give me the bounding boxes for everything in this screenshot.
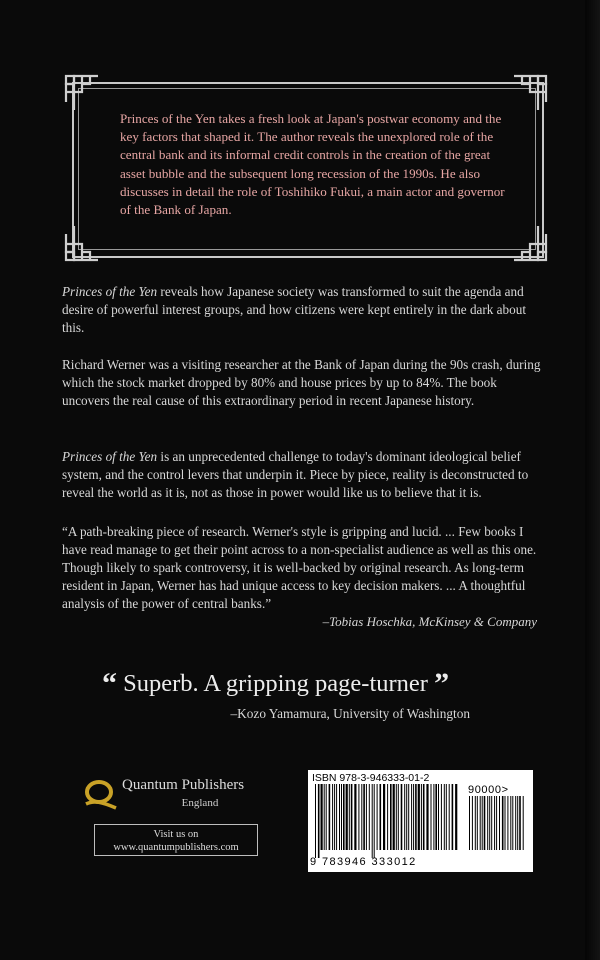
barcode-bar — [406, 784, 407, 850]
pull-quote — [102, 669, 522, 699]
barcode-bar — [334, 784, 335, 850]
barcode-bar — [349, 784, 350, 850]
barcode-bar — [393, 784, 395, 850]
barcode-bar — [377, 784, 378, 850]
spine-edge — [585, 0, 600, 960]
barcode-bar — [452, 784, 454, 850]
isbn-barcode — [308, 770, 533, 872]
paragraph-3-text: is an unprecedented challenge to today's dominant ideological belief system, and the control levers that underpin it. Piece by piece, reality is deconstructed to reveal the world as it is, not as those in power would like us to believe that it is. — [62, 449, 529, 500]
close-quote-mark: ” — [434, 667, 450, 700]
frame-corner-ornament-icon — [510, 72, 550, 112]
barcode-bar — [496, 796, 497, 850]
barcode-bar — [421, 784, 422, 850]
barcode-bar — [390, 784, 392, 850]
barcode-bar — [487, 796, 488, 850]
barcode-bar — [515, 796, 516, 850]
barcode-bar — [426, 784, 428, 850]
barcode-bar — [321, 784, 323, 850]
barcode-bar — [380, 784, 382, 850]
frame-corner-ornament-icon — [62, 72, 102, 112]
barcode-bar — [354, 784, 356, 850]
publisher-website-box[interactable] — [94, 824, 258, 856]
barcode-bar — [455, 784, 457, 850]
barcode-bar — [523, 796, 524, 850]
review-quote: “A path-breaking piece of research. Werner's style is gripping and lucid. ... Few books I have read manage to get their point across to a non-specialist audience as well as this one. Though likely to spark controversy, it is well-backed by original research. As long-term resident in Japan, Werner has had unique access to key decision makers. ... A thoughtful analysis of the power of central banks.” — [62, 524, 537, 611]
frame-corner-ornament-icon — [62, 224, 102, 264]
paragraph-3 — [62, 448, 546, 502]
barcode-bar — [512, 796, 513, 850]
barcode-bar — [491, 796, 492, 850]
paragraph-1-text: reveals how Japanese society was transformed to suit the agenda and desire of powerful interest groups, and how citizens were kept entirely in the dark about this. — [62, 284, 526, 335]
pull-quote-attribution: –Kozo Yamamura, University of Washington — [230, 706, 470, 721]
paragraph-1 — [62, 283, 546, 337]
barcode-bar — [431, 784, 432, 850]
book-title-italic: Princes of the Yen — [62, 284, 158, 299]
barcode-bar — [499, 796, 500, 850]
barcode-bar — [469, 796, 470, 850]
open-quote-mark: “ — [102, 667, 117, 700]
barcode-bar — [494, 796, 495, 850]
barcode-bar — [435, 784, 437, 850]
paragraph-2: Richard Werner was a visiting researcher at the Bank of Japan during the 90s crash, during which the stock market dropped by 80% and house prices by up to 84%. The book uncovers the real cause of this extraordinary period in recent Japanese history. — [62, 357, 541, 408]
barcode-bar — [369, 784, 370, 850]
barcode-bar — [423, 784, 425, 850]
barcode-bar — [441, 784, 442, 850]
framed-blurb: Princes of the Yen takes a fresh look at Japan's postwar economy and the key factors that shaped it. The author reveals the unexplored role of the central bank and its informal credit controls in the creation of the great asset bubble and the subsequent long recession of the 1990s. He also discusses in detail the role of Toshihiko Fukui, a main actor and governor of the Bank of Japan. — [120, 111, 505, 218]
barcode-bar — [411, 784, 412, 850]
frame-corner-ornament-icon — [510, 224, 550, 264]
barcode-bar — [343, 784, 345, 850]
barcode-bar — [489, 796, 490, 850]
barcode-bar — [415, 784, 417, 850]
barcode-bar — [396, 784, 397, 850]
barcode-bar — [519, 796, 521, 850]
barcode-bar — [358, 784, 359, 850]
barcode-bar — [315, 784, 316, 858]
barcode-bar — [387, 784, 388, 850]
ean-digits: 9 783946 333012 — [310, 856, 417, 868]
barcode-bar — [472, 796, 473, 850]
barcode-bar — [433, 784, 434, 850]
barcode-bar — [446, 784, 447, 850]
barcode-bar — [444, 784, 445, 850]
barcode-bar — [510, 796, 511, 850]
barcode-bar — [346, 784, 348, 850]
barcode-bar — [374, 784, 375, 858]
barcode-bar — [363, 784, 365, 850]
barcode-bar — [507, 796, 508, 850]
barcode-bar — [517, 796, 518, 850]
barcode-bar — [336, 784, 337, 850]
barcode-bar — [341, 784, 342, 850]
barcode-bar — [351, 784, 353, 850]
barcode-bar — [324, 784, 325, 850]
visit-line: Visit us on — [153, 829, 199, 840]
barcode-bar — [505, 796, 506, 850]
barcode-bar — [318, 784, 320, 858]
barcode-bar — [329, 784, 331, 850]
review-attribution: –Tobias Hoschka, McKinsey & Company — [322, 614, 537, 629]
website-link[interactable]: www.quantumpublishers.com — [113, 842, 239, 853]
barcode-bar — [339, 784, 340, 850]
barcode-bar — [366, 784, 367, 850]
barcode-bar — [502, 796, 504, 850]
addon-barcode-bars — [468, 796, 526, 858]
barcode-bar — [482, 796, 483, 850]
barcode-bar — [326, 784, 327, 850]
barcode-bar — [475, 796, 476, 850]
isbn-label: ISBN 978-3-946333-01-2 — [312, 772, 430, 784]
pull-quote-text: Superb. A gripping page-turner — [117, 670, 435, 697]
barcode-addon-digits: 90000> — [468, 784, 509, 796]
barcode-bar — [332, 784, 333, 850]
barcode-bar — [383, 784, 385, 850]
barcode-bar — [398, 784, 399, 850]
barcode-bar — [408, 784, 409, 850]
q-logo-icon — [82, 778, 118, 810]
publisher-name: Quantum Publishers — [122, 777, 245, 793]
book-title-italic: Princes of the Yen — [62, 449, 158, 464]
barcode-bar — [372, 784, 373, 858]
ean-barcode-bars — [314, 784, 460, 858]
barcode-bar — [413, 784, 414, 850]
barcode-bar — [361, 784, 362, 850]
publisher-country: England — [181, 797, 219, 809]
barcode-bar — [404, 784, 405, 850]
barcode-bar — [484, 796, 486, 850]
barcode-bar — [418, 784, 420, 850]
barcode-bar — [477, 796, 478, 850]
barcode-bar — [480, 796, 481, 850]
barcode-bar — [401, 784, 403, 850]
barcode-bar — [449, 784, 450, 850]
barcode-bar — [438, 784, 439, 850]
